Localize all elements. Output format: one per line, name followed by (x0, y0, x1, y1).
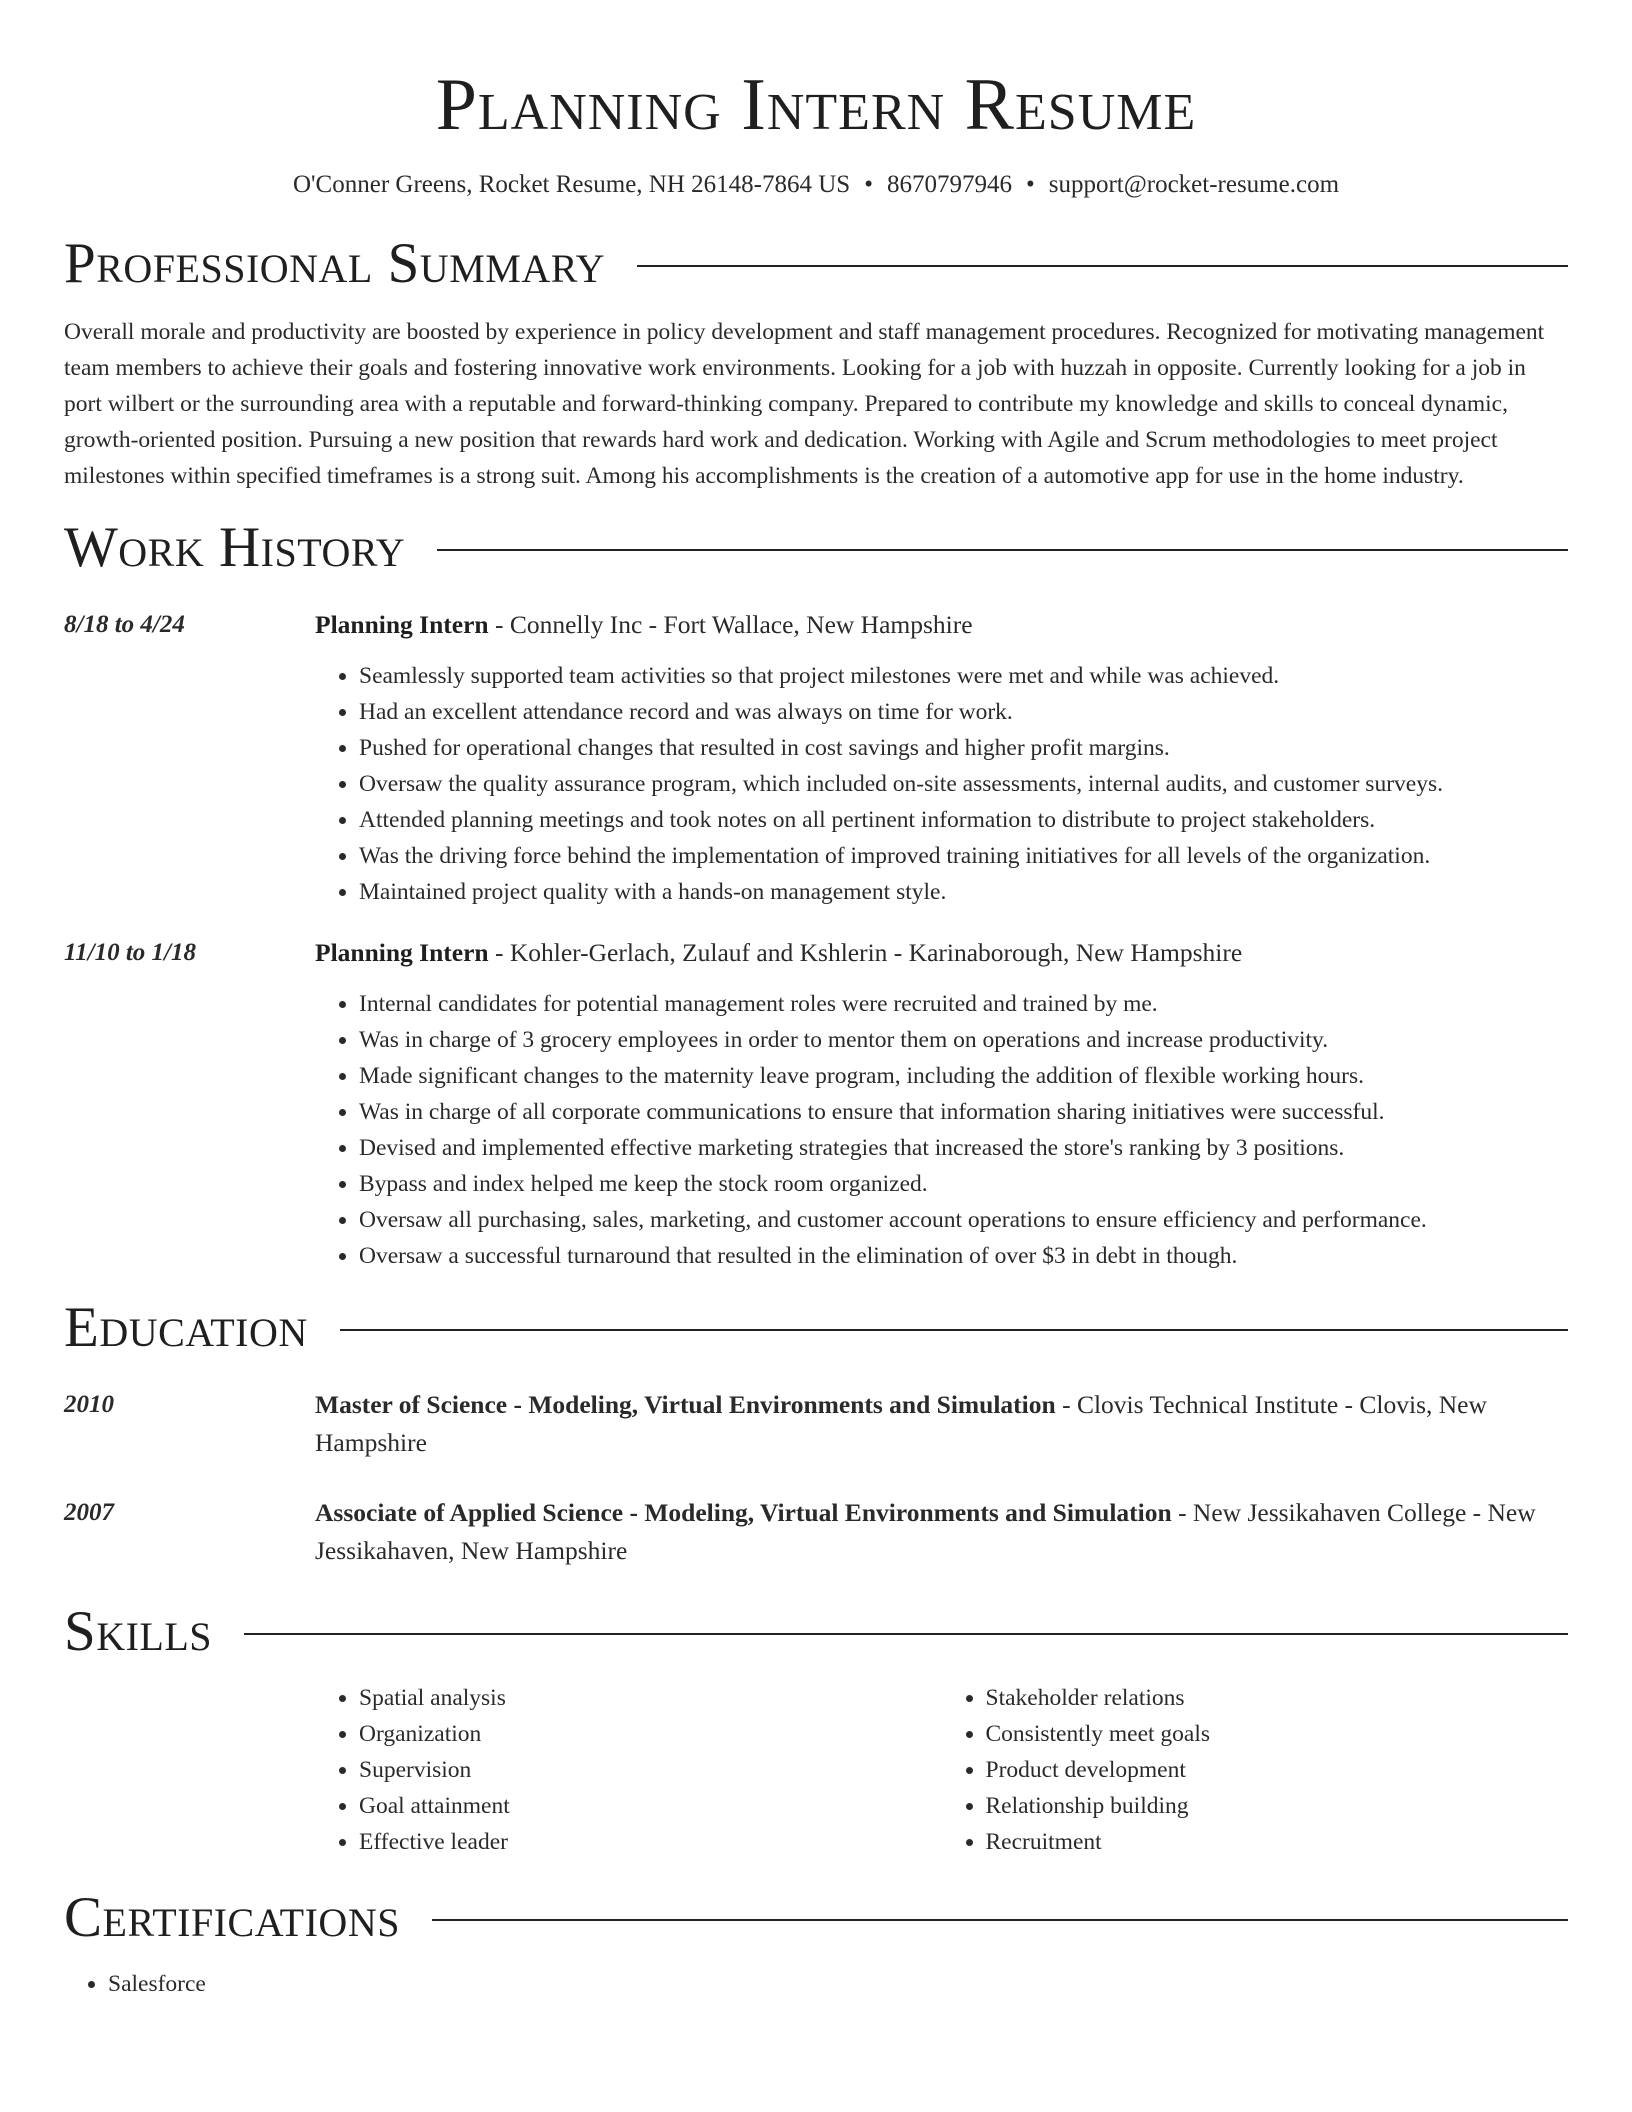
contact-address: O'Conner Greens, Rocket Resume, NH 26148-7864 US (292, 171, 851, 198)
job-duty-item: • Seamlessly supported team activities so that project milestones were met and while was achieved. (359, 658, 1568, 694)
job-details (315, 934, 1568, 1274)
skill-item: • Goal attainment (359, 1788, 942, 1824)
job-title: Planning Intern (315, 938, 489, 967)
section-header-summary (64, 232, 1568, 296)
skill-item: • Recruitment (986, 1824, 1569, 1860)
job-duty-item: • Bypass and index helped me keep the stock room organized. (359, 1166, 1568, 1202)
section-header-education (64, 1296, 1568, 1360)
section-rule (637, 265, 1568, 267)
work-history-list (64, 606, 1568, 1274)
resume-page (64, 0, 1568, 2002)
job-duty-item: • Internal candidates for potential management roles were recruited and trained by me. (359, 986, 1568, 1022)
education-school-location: - New Jessikahaven College - New Jessikahaven, New Hampshire (315, 1498, 1536, 1565)
contact-separator: • (864, 171, 873, 198)
section-rule (432, 1919, 1568, 1921)
education-school-location: - Clovis Technical Institute - Clovis, New Hampshire (315, 1390, 1487, 1457)
page-title: Planning Intern Resume (435, 64, 1197, 146)
skill-item: • Effective leader (359, 1824, 942, 1860)
job-company-location: - Kohler-Gerlach, Zulauf and Kshlerin - Karinaborough, New Hampshire (488, 938, 1243, 967)
education-list (64, 1386, 1568, 1570)
job-duty-item: • Oversaw all purchasing, sales, marketing, and customer account operations to ensure efficiency and performance. (359, 1202, 1568, 1238)
section-rule (340, 1329, 1568, 1331)
skill-item: • Stakeholder relations (986, 1680, 1569, 1716)
job-duty-item: • Devised and implemented effective marketing strategies that increased the store's ranking by 3 positions. (359, 1130, 1568, 1166)
certification-item: • Salesforce (108, 1966, 1568, 2002)
education-details (315, 1386, 1568, 1462)
education-entry (64, 1494, 1568, 1570)
skill-item: • Product development (986, 1752, 1569, 1788)
job-duty-item: • Made significant changes to the maternity leave program, including the addition of flexible working hours. (359, 1058, 1568, 1094)
skill-item: • Spatial analysis (359, 1680, 942, 1716)
job-duty-item: • Was the driving force behind the implementation of improved training initiatives for all levels of the organization. (359, 838, 1568, 874)
job-details (315, 606, 1568, 910)
job-duty-item: • Attended planning meetings and took notes on all pertinent information to distribute to project stakeholders. (359, 802, 1568, 838)
job-heading (315, 606, 1568, 644)
job-duty-item: • Was in charge of all corporate communications to ensure that information sharing initiatives were successful. (359, 1094, 1568, 1130)
job-duty-item: • Maintained project quality with a hands-on management style. (359, 874, 1568, 910)
skills-list-left (315, 1680, 942, 1860)
contact-email: support@rocket-resume.com (1048, 171, 1340, 198)
job-duty-item: • Oversaw a successful turnaround that resulted in the elimination of over $3 in debt in though. (359, 1238, 1568, 1274)
education-year: 2007 (64, 1499, 114, 1526)
skill-item: • Relationship building (986, 1788, 1569, 1824)
job-duty-item: • Oversaw the quality assurance program, which included on-site assessments, internal audits, and customer surveys. (359, 766, 1568, 802)
section-title-certifications: Certifications (64, 1886, 400, 1949)
section-title-work: Work History (64, 516, 406, 579)
job-entry (64, 934, 1568, 1274)
section-title-skills: Skills (64, 1600, 213, 1663)
section-title-education: Education (64, 1296, 308, 1359)
skill-item: • Supervision (359, 1752, 942, 1788)
job-duty-item: • Had an excellent attendance record and was always on time for work. (359, 694, 1568, 730)
job-entry (64, 606, 1568, 910)
section-rule (244, 1633, 1568, 1635)
job-duty-item: • Pushed for operational changes that resulted in cost savings and higher profit margins. (359, 730, 1568, 766)
education-year: 2010 (64, 1391, 114, 1418)
education-degree: Master of Science - Modeling, Virtual Environments and Simulation (315, 1390, 1056, 1419)
section-header-work (64, 516, 1568, 580)
job-company-location: - Connelly Inc - Fort Wallace, New Hampshire (488, 610, 973, 639)
contact-separator: • (1025, 171, 1035, 198)
job-duty-item: • Was in charge of 3 grocery employees in order to mentor them on operations and increase productivity. (359, 1022, 1568, 1058)
contact-phone: 8670797946 (886, 171, 1012, 198)
job-dates: 8/18 to 4/24 (64, 611, 185, 638)
certifications-list (64, 1966, 1568, 2002)
education-details (315, 1494, 1568, 1570)
job-title: Planning Intern (315, 610, 489, 639)
contact-line (64, 168, 1568, 202)
job-heading (315, 934, 1568, 972)
education-degree: Associate of Applied Science - Modeling, Virtual Environments and Simulation (315, 1498, 1172, 1527)
section-title-summary: Professional Summary (64, 232, 606, 295)
section-header-certifications (64, 1886, 1568, 1950)
summary-text: Overall morale and productivity are boosted by experience in policy development and staff management procedures. Recognized for motivating management team members to achieve their goals and fostering innovative work environments. Looking for a job with huzzah in opposite. Currently looking for a job in port wilbert or the surrounding area with a reputable and forward-thinking company. Prepared to contribute my knowledge and skills to conceal dynamic, growth-oriented position. Pursuing a new position that rewards hard work and dedication. Working with Agile and Scrum methodologies to meet project milestones within specified timeframes is a strong suit. Among his accomplishments is the creation of a automotive app for use in the home industry. (64, 319, 1545, 489)
education-entry (64, 1386, 1568, 1462)
section-rule (437, 549, 1568, 551)
job-duties-list (315, 658, 1568, 910)
skills-list-right (942, 1680, 1569, 1860)
job-duties-list (315, 986, 1568, 1274)
skills-columns (315, 1680, 1568, 1860)
section-header-skills (64, 1600, 1568, 1664)
skill-item: • Organization (359, 1716, 942, 1752)
skill-item: • Consistently meet goals (986, 1716, 1569, 1752)
job-dates: 11/10 to 1/18 (64, 939, 196, 966)
